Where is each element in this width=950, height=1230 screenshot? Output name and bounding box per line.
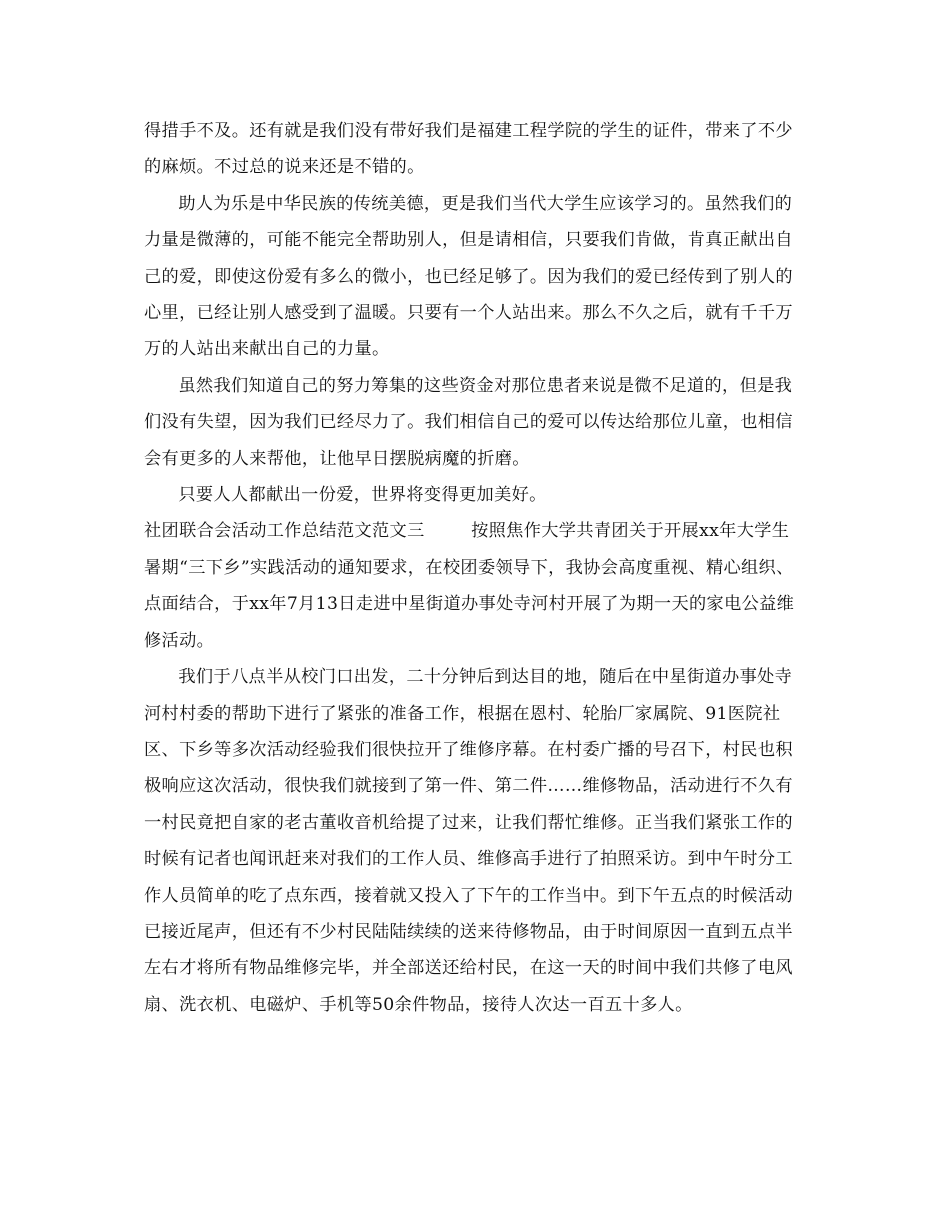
paragraph-continuation: 得措手不及。还有就是我们没有带好我们是福建工程学院的学生的证件，带来了不少的麻烦。不过总的说来还是不错的。 xyxy=(144,121,793,178)
paragraph-section-three-intro: 社团联合会活动工作总结范文范文三 按照焦作大学共青团关于开展xx年大学生暑期“三下乡”实践活动的通知要求，在校团委领导下，我协会高度重视、精心组织、点面结合，于xx年7月13日走进中星街道办事处寺河村开展了为期一天的家电公益维修活动。 xyxy=(144,521,795,651)
paragraph-activity-details: 我们于八点半从校门口出发，二十分钟后到达目的地，随后在中星街道办事处寺河村村委的帮助下进行了紧张的准备工作，根据在恩村、轮胎厂家属院、91医院社区、下乡等多次活动经验我们很快拉开了维修序幕。在村委广播的号召下，村民也积极响应这次活动，很快我们就接到了第一件、第二件……维修物品，活动进行不久有一村民竟把自家的老古董收音机给提了过来，让我们帮忙维修。正当我们紧张工作的时候有记者也闻讯赶来对我们的工作人员、维修高手进行了拍照采访。到中午时分工作人员简单的吃了点东西，接着就又投入了下午的工作当中。到下午五点的时候活动已接近尾声，但还有不少村民陆陆续续的送来待修物品，由于时间原因一直到五点半左右才将所有物品维修完毕，并全部送还给村民，在这一天的时间中我们共修了电风扇、洗衣机、电磁炉、手机等50余件物品，接待人次达一百五十多人。 xyxy=(144,667,793,1015)
document-body xyxy=(144,113,806,1023)
paragraph-closing-line: 只要人人都献出一份爱，世界将变得更加美好。 xyxy=(178,485,547,506)
paragraph-helping-others: 助人为乐是中华民族的传统美德，更是我们当代大学生应该学习的。虽然我们的力量是微薄的，可能不能完全帮助别人，但是请相信，只要我们肯做，肯真正献出自己的爱，即使这份爱有多么的微小，也已经足够了。因为我们的爱已经传到了别人的心里，已经让别人感受到了温暖。只要有一个人站出来。那么不久之后，就有千千万万的人站出来献出自己的力量。 xyxy=(144,193,793,360)
paragraph-fundraising: 虽然我们知道自己的努力筹集的这些资金对那位患者来说是微不足道的，但是我们没有失望，因为我们已经尽力了。我们相信自己的爱可以传达给那位儿童，也相信会有更多的人来帮他，让他早日摆脱病魔的折磨。 xyxy=(144,375,793,469)
